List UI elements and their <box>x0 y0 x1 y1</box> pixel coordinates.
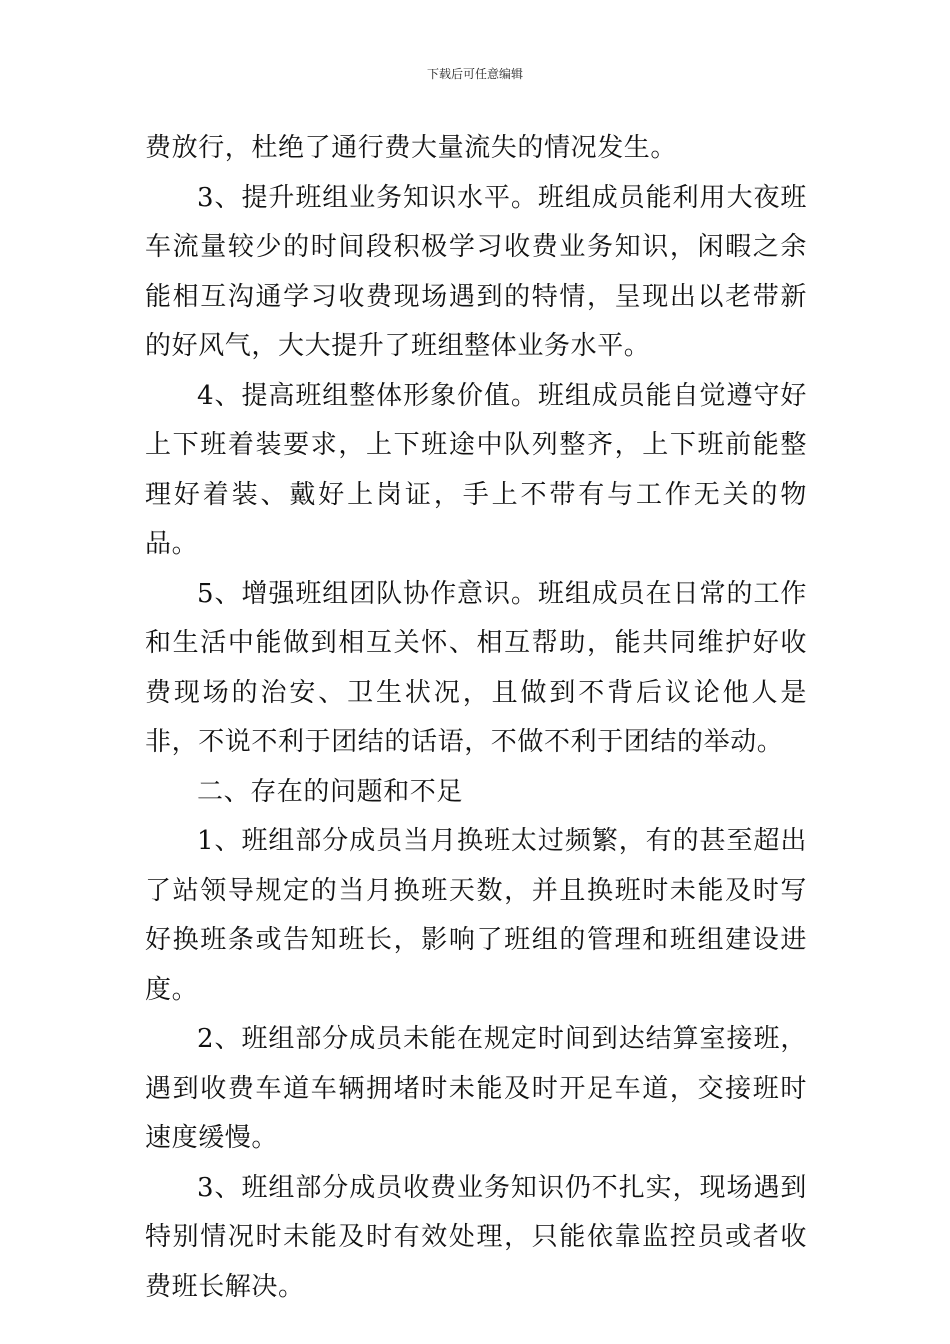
document-body <box>145 124 807 1312</box>
paragraph-point-5-teamwork: 5、增强班组团队协作意识。班组成员在日常的工作和生活中能做到相互关怀、相互帮助，能共同维护好收费现场的治安、卫生状况，且做到不背后议论他人是非，不说不利于团结的话语，不做不利于团结的举动。 <box>145 578 807 757</box>
paragraph-continuation: 费放行，杜绝了通行费大量流失的情况发生。 <box>145 133 678 163</box>
paragraph-point-4-image: 4、提高班组整体形象价值。班组成员能自觉遵守好上下班着装要求，上下班途中队列整齐，上下班前能整理好着装、戴好上岗证，手上不带有与工作无关的物品。 <box>145 380 807 559</box>
paragraph-point-3-skills: 3、提升班组业务知识水平。班组成员能利用大夜班车流量较少的时间段积极学习收费业务知识，闲暇之余能相互沟通学习收费现场遇到的特情，呈现出以老带新的好风气，大大提升了班组整体业务水平。 <box>145 182 807 361</box>
paragraph-problem-3: 3、班组部分成员收费业务知识仍不扎实，现场遇到特别情况时未能及时有效处理，只能依靠监控员或者收费班长解决。 <box>145 1172 807 1302</box>
paragraph-problem-1: 1、班组部分成员当月换班太过频繁，有的甚至超出了站领导规定的当月换班天数，并且换班时未能及时写好换班条或告知班长，影响了班组的管理和班组建设进度。 <box>145 826 807 1005</box>
section-heading-problems: 二、存在的问题和不足 <box>197 776 464 807</box>
page-header: 下载后可任意编辑 <box>426 67 523 81</box>
paragraph-problem-2: 2、班组部分成员未能在规定时间到达结算室接班，遇到收费车道车辆拥堵时未能及时开足车道，交接班时速度缓慢。 <box>145 1024 807 1153</box>
